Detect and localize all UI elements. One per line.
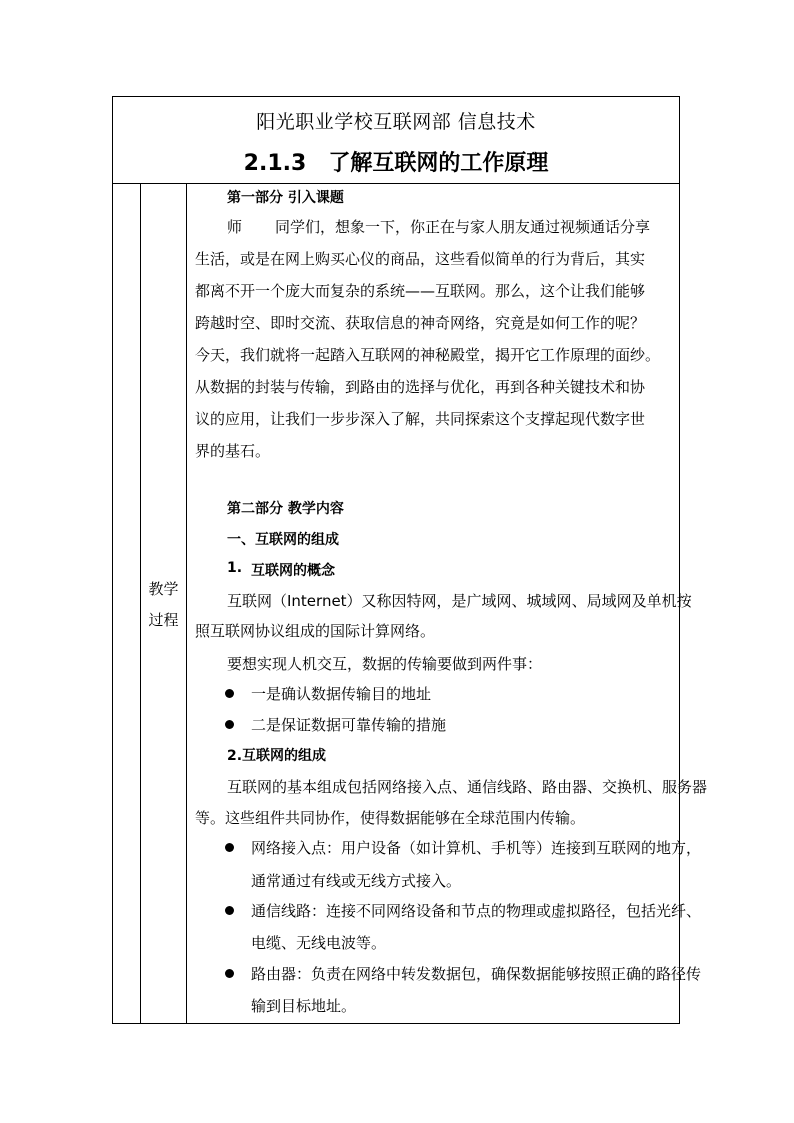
part1-line: 从数据的封装与传输，到路由的选择与优化，再到各种关键技术和协: [195, 378, 646, 396]
composition-line: 等。这些组件共同协作，使得数据能够在全球范围内传输。: [195, 809, 586, 827]
bullet-item-continuation: 电缆、无线电波等。: [251, 934, 387, 952]
side-label-line-1: 教学: [148, 580, 179, 598]
part1-line: 生活，或是在网上购买心仪的商品，这些看似简单的行为背后，其实: [195, 250, 646, 268]
composition-line: 互联网的基本组成包括网络接入点、通信线路、路由器、交换机、服务器: [227, 778, 708, 796]
bullet-dot: [225, 969, 234, 978]
side-label: [141, 574, 186, 636]
lesson-title-text: 了解互联网的工作原理: [328, 151, 549, 176]
concept-line: 互联网（Internet）又称因特网，是广域网、城域网、局域网及单机按: [227, 592, 692, 610]
subsection-number: 1.: [227, 560, 243, 576]
bullet-item: 通信线路：连接不同网络设备和节点的物理或虚拟路径，包括光纤、: [251, 902, 702, 920]
table-header: [113, 97, 679, 184]
blank-column: [113, 184, 141, 1023]
part1-line: 同学们，想象一下，你正在与家人朋友通过视频通话分享: [275, 218, 651, 236]
bullet-dot: [225, 906, 234, 915]
school-subject-line: 阳光职业学校互联网部 信息技术: [256, 111, 536, 133]
bullet-item-continuation: 输到目标地址。: [251, 997, 357, 1015]
speaker-label: 师: [227, 218, 243, 236]
part1-heading: 第一部分 引入课题: [227, 190, 344, 206]
requirement-line: 要想实现人机交互，数据的传输要做到两件事：: [227, 655, 543, 673]
bullet-item: 路由器：负责在网络中转发数据包，确保数据能够按照正确的路径传: [251, 965, 702, 983]
lesson-number: 2.1.3: [243, 151, 307, 176]
bullet-item: 二是保证数据可靠传输的措施: [251, 716, 447, 734]
bullet-item: 一是确认数据传输目的地址: [251, 685, 432, 703]
subsection-title: 2.互联网的组成: [227, 748, 327, 764]
part1-line: 议的应用，让我们一步步深入了解，共同探索这个支撑起现代数字世: [195, 410, 646, 428]
bullet-item: 网络接入点：用户设备（如计算机、手机等）连接到互联网的地方，: [251, 839, 702, 857]
bullet-dot: [225, 720, 234, 729]
content-cell: [187, 184, 708, 1023]
subsection-title: 互联网的概念: [251, 563, 335, 579]
lesson-table: [112, 96, 708, 1024]
side-label-line-2: 过程: [148, 611, 179, 629]
part1-line: 跨越时空、即时交流、获取信息的神奇网络，究竟是如何工作的呢？: [195, 314, 646, 332]
part2-heading: 第二部分 教学内容: [227, 501, 344, 517]
bullet-dot: [225, 843, 234, 852]
section-heading: 一、互联网的组成: [227, 532, 339, 548]
part1-line: 今天，我们就将一起踏入互联网的神秘殿堂，揭开它工作原理的面纱。: [195, 346, 661, 364]
side-label-column: [141, 184, 187, 1023]
bullet-dot: [225, 689, 234, 698]
part1-line: 界的基石。: [195, 442, 271, 460]
part1-line: 都离不开一个庞大而复杂的系统——互联网。那么，这个让我们能够: [195, 282, 646, 300]
bullet-item-continuation: 通常通过有线或无线方式接入。: [251, 872, 462, 890]
concept-line: 照互联网协议组成的国际计算网络。: [195, 622, 436, 640]
lesson-title: [113, 146, 679, 177]
